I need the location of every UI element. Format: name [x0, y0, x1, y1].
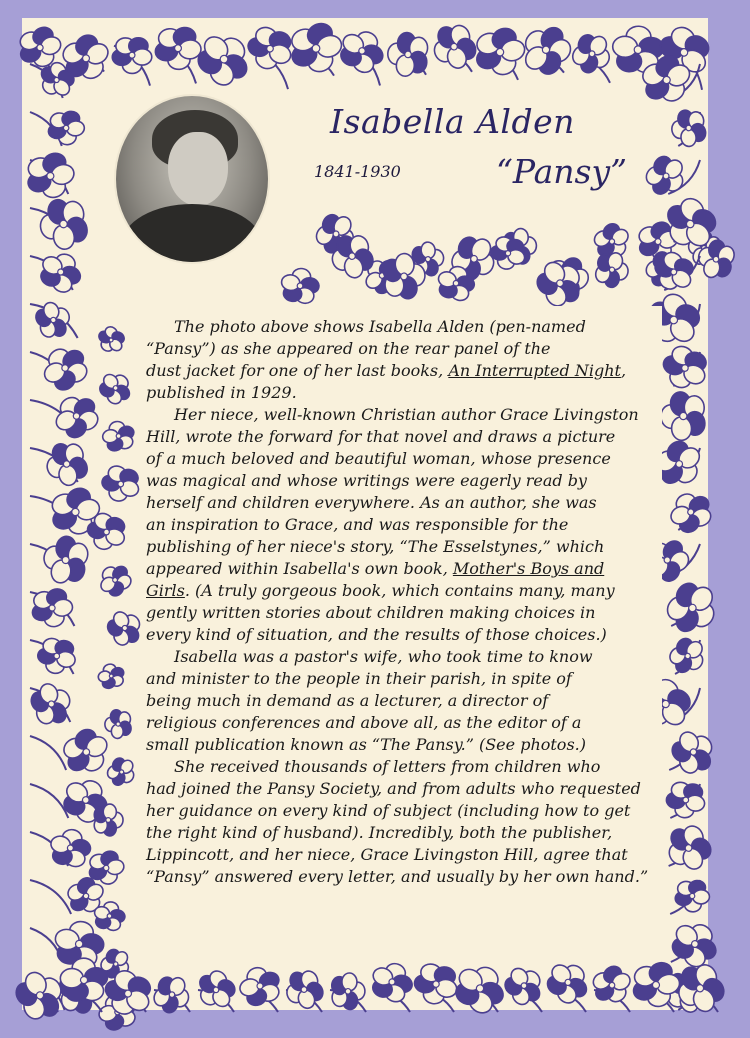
text-line: Her niece, well-known Christian author Grace Livingston: [174, 405, 639, 424]
book-title-link: An Interrupted Night: [448, 361, 621, 380]
pansy-flower-icon: [284, 19, 348, 80]
pansy-flower-icon: [641, 150, 693, 202]
text-fragment: appeared within Isabella's own book,: [146, 559, 453, 578]
pansy-flower-icon: [280, 965, 327, 1014]
pansy-flower-icon: [334, 23, 390, 78]
pansy-flower-icon: [104, 754, 141, 791]
page-title: Isabella Alden: [330, 102, 575, 141]
paragraph-4: [146, 756, 666, 888]
book-title-link: Mother's Boys and: [452, 559, 605, 578]
pansy-flower-icon: [96, 661, 127, 690]
pansy-flower-icon: [100, 418, 137, 452]
pansy-flower-icon: [664, 781, 707, 821]
paragraph-3: [146, 646, 666, 756]
life-dates: 1841-1930: [314, 162, 401, 181]
pansy-flower-icon: [154, 26, 203, 71]
pansy-flower-icon: [112, 38, 152, 74]
stem-line: [30, 736, 66, 770]
text-line: an inspiration to Grace, and was responsible for the: [146, 515, 569, 534]
stem-line: [30, 880, 71, 914]
pansy-flower-icon: [661, 575, 726, 641]
pansy-flower-icon: [93, 323, 128, 357]
pansy-flower-icon: [500, 960, 550, 1010]
text-line: the right kind of husband). Incredibly, both the publisher,: [146, 823, 613, 842]
pansy-flower-icon: [665, 633, 711, 680]
text-line: gently written stories about children making choices in: [146, 603, 596, 622]
pansy-flower-icon: [664, 486, 717, 538]
text-fragment: dust jacket for one of her last books,: [146, 361, 449, 380]
paragraph-1: [146, 316, 666, 404]
pansy-flower-icon: [36, 339, 94, 396]
pansy-flower-icon: [665, 914, 725, 973]
pansy-flower-icon: [669, 107, 707, 148]
pansy-flower-icon: [40, 533, 91, 588]
pansy-flower-icon: [367, 957, 418, 1005]
pansy-flower-icon: [41, 438, 90, 490]
text-fragment: . (A truly gorgeous book, which contains many, many: [184, 581, 615, 600]
text-line: small publication known as “The Pansy.” (See photos.): [146, 735, 586, 754]
book-title-link: Girls: [146, 581, 185, 600]
pansy-flower-icon: [587, 961, 637, 1010]
text-line: being much in demand as a lecturer, a director of: [146, 691, 549, 710]
text-line: and minister to the people in their parish, in spite of: [146, 669, 572, 688]
text-line: She received thousands of letters from children who: [174, 757, 601, 776]
text-line: [146, 360, 666, 382]
pansy-flower-icon: [32, 297, 75, 342]
pansy-flower-icon: [426, 19, 480, 75]
pansy-flower-icon: [541, 955, 596, 1009]
text-line: religious conferences and above all, as the editor of a: [146, 713, 582, 732]
text-line: Isabella was a pastor's wife, who took time to know: [174, 647, 593, 666]
pansy-flower-icon: [94, 559, 136, 601]
text-line: herself and children everywhere. As an author, she was: [146, 493, 597, 512]
text-line: published in 1929.: [146, 383, 297, 402]
text-line: Hill, wrote the forward for that novel and draws a picture: [146, 427, 616, 446]
pansy-flower-icon: [387, 32, 429, 78]
pansy-flower-icon: [48, 388, 105, 444]
pansy-flower-icon: [150, 972, 194, 1018]
pen-name: “Pansy”: [496, 152, 627, 191]
text-line: had joined the Pansy Society, and from adults who requested: [146, 779, 641, 798]
portrait-dress: [122, 204, 262, 262]
pansy-flower-icon: [22, 149, 80, 204]
pansy-flower-icon: [48, 826, 93, 868]
pansy-flower-icon: [411, 961, 461, 1007]
pansy-flower-icon: [235, 962, 285, 1009]
pansy-flower-icon: [104, 709, 132, 739]
text-line: publishing of her niece's story, “The Esselstynes,” which: [146, 537, 605, 556]
pansy-flower-icon: [279, 266, 321, 305]
text-line: “Pansy” answered every letter, and usually by her own hand.”: [146, 867, 649, 886]
paragraph-2: [146, 404, 666, 646]
pansy-flower-icon: [190, 24, 259, 92]
portrait-photo: [116, 96, 268, 262]
text-fragment: ,: [620, 361, 627, 380]
text-line: “Pansy”) as she appeared on the rear panel of the: [146, 339, 551, 358]
pansy-flower-icon: [594, 250, 631, 290]
stem-line: [30, 784, 68, 818]
pansy-flower-icon: [98, 463, 143, 506]
text-line: The photo above shows Isabella Alden (pen-named: [174, 317, 586, 336]
text-line: [146, 580, 666, 602]
pansy-flower-icon: [448, 957, 512, 1020]
text-line: every kind of situation, and the results of those choices.): [146, 625, 607, 644]
portrait-face: [168, 132, 228, 206]
text-line: [146, 558, 666, 580]
pansy-flower-icon: [660, 391, 706, 441]
pansy-flower-icon: [46, 110, 86, 147]
pansy-flower-icon: [470, 24, 530, 81]
pansy-flower-icon: [35, 246, 88, 297]
text-line: of a much beloved and beautiful woman, whose presence: [146, 449, 611, 468]
pansy-flower-icon: [659, 819, 716, 878]
pansy-flower-icon: [666, 724, 721, 780]
text-line: was magical and whose writings were eagerly read by: [146, 471, 587, 490]
pansy-flower-icon: [568, 29, 617, 79]
pansy-flower-icon: [94, 804, 123, 836]
pansy-flower-icon: [243, 23, 297, 74]
text-line: her guidance on every kind of subject (including how to get: [146, 801, 631, 820]
pansy-flower-icon: [103, 605, 148, 651]
pansy-flower-icon: [95, 367, 137, 409]
pansy-flower-icon: [36, 195, 91, 253]
biography-text: [146, 316, 666, 888]
text-line: Lippincott, and her niece, Grace Livingston Hill, agree that: [146, 845, 628, 864]
